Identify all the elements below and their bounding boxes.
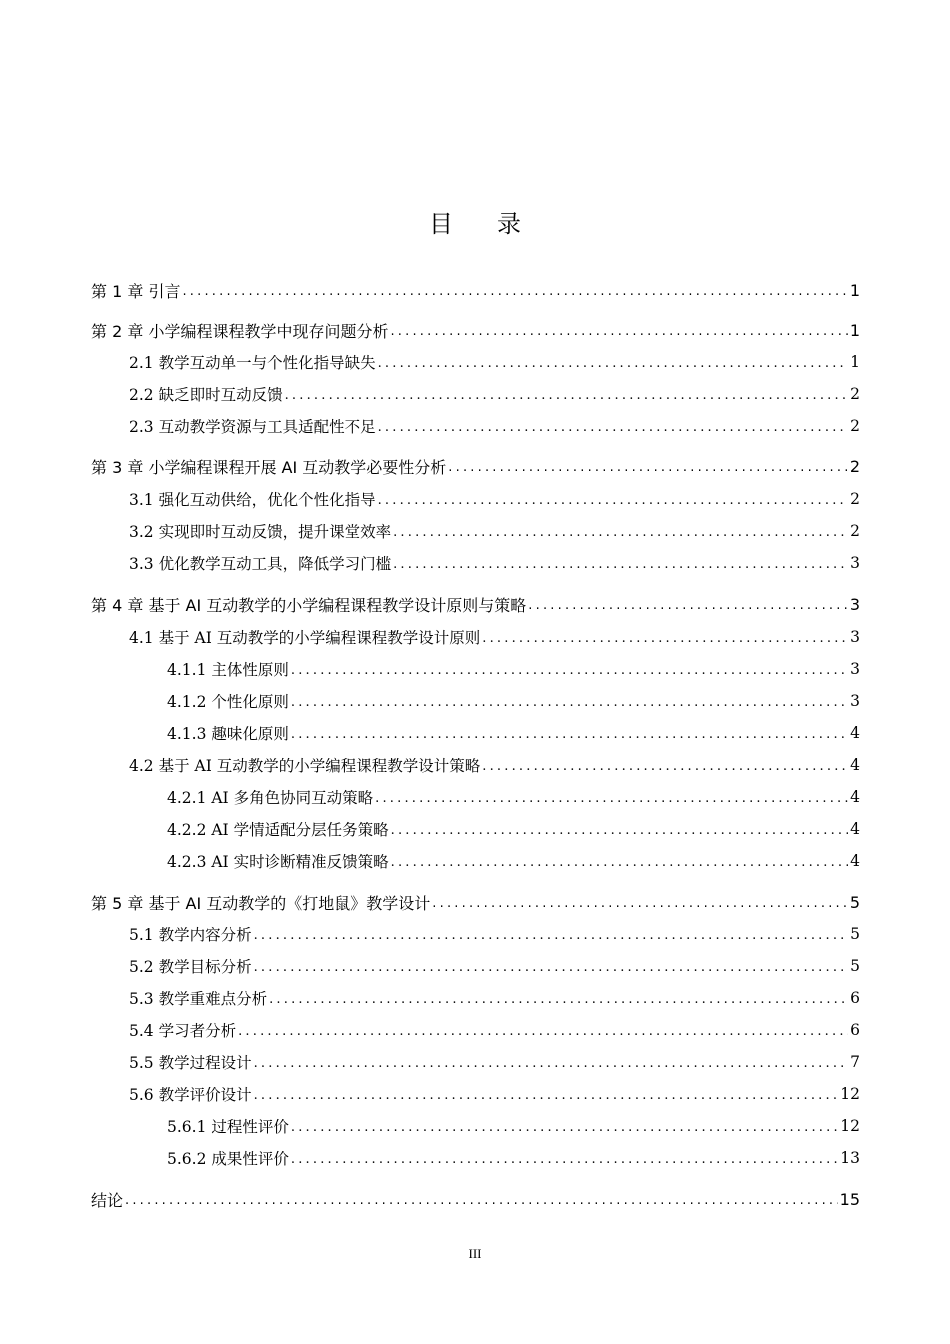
- toc-entry-page: 4: [850, 724, 860, 742]
- toc-chapter-entry[interactable]: [91, 453, 860, 479]
- toc-entry-label: 5.3 教学重难点分析: [129, 990, 268, 1008]
- toc-entry-page: 13: [840, 1149, 860, 1167]
- toc-title-char-2: 录: [497, 210, 521, 238]
- toc-entry-label: 第 2 章 小学编程课程教学中现存问题分析: [91, 321, 389, 341]
- toc-entry-page: 3: [850, 660, 860, 678]
- toc-entry-page: 3: [850, 692, 860, 710]
- toc-entry-label: 4.1.3 趣味化原则: [167, 725, 289, 743]
- toc-subsection-entry[interactable]: [167, 1113, 860, 1139]
- toc-entry-label: 5.4 学习者分析: [129, 1022, 237, 1040]
- toc-section-entry[interactable]: [129, 381, 860, 407]
- toc-entry-label: 5.6.1 过程性评价: [167, 1118, 289, 1136]
- toc-subsection-entry[interactable]: [167, 1145, 860, 1171]
- toc-chapter-entry[interactable]: [91, 277, 860, 303]
- toc-entry-page: 12: [840, 1117, 860, 1135]
- toc-entry-label: 5.5 教学过程设计: [129, 1054, 252, 1072]
- toc-dot-leader: [393, 518, 848, 544]
- toc-dot-leader: [291, 1145, 838, 1171]
- toc-entry-page: 4: [850, 756, 860, 774]
- toc-dot-leader: [254, 921, 849, 947]
- toc-subsection-entry[interactable]: [167, 816, 860, 842]
- toc-entry-page: 4: [850, 788, 860, 806]
- toc-dot-leader: [378, 349, 849, 375]
- toc-entry-page: 2: [850, 417, 860, 435]
- toc-dot-leader: [182, 277, 847, 303]
- toc-entry-page: 2: [849, 456, 860, 476]
- toc-section-entry[interactable]: [129, 486, 860, 512]
- toc-entry-page: 4: [850, 820, 860, 838]
- toc-entry-label: 3.2 实现即时互动反馈，提升课堂效率: [129, 523, 392, 541]
- toc-chapter-entry[interactable]: [91, 317, 860, 343]
- toc-entry-page: 3: [850, 628, 860, 646]
- toc-entry-label: 结论: [91, 1190, 124, 1210]
- toc-entry-label: 2.3 互动教学资源与工具适配性不足: [129, 418, 376, 436]
- toc-chapter-entry[interactable]: [91, 1186, 860, 1212]
- toc-entry-page: 5: [850, 957, 860, 975]
- toc-dot-leader: [269, 985, 848, 1011]
- toc-subsection-entry[interactable]: [167, 688, 860, 714]
- toc-dot-leader: [391, 848, 849, 874]
- toc-section-entry[interactable]: [129, 953, 860, 979]
- toc-dot-leader: [291, 720, 848, 746]
- toc-section-entry[interactable]: [129, 624, 860, 650]
- toc-dot-leader: [482, 624, 848, 650]
- toc-entry-label: 第 1 章 引言: [91, 281, 181, 301]
- toc-entry-page: 6: [850, 989, 860, 1007]
- toc-entry-label: 4.1 基于 AI 互动教学的小学编程课程教学设计原则: [129, 629, 481, 647]
- toc-entry-label: 4.2.2 AI 学情适配分层任务策略: [167, 821, 389, 839]
- page-number: III: [468, 1246, 482, 1261]
- toc-dot-leader: [482, 752, 848, 778]
- toc-dot-leader: [393, 550, 848, 576]
- toc-entry-label: 2.2 缺乏即时互动反馈: [129, 386, 283, 404]
- toc-entry-label: 5.6.2 成果性评价: [167, 1150, 289, 1168]
- toc-entry-label: 4.2 基于 AI 互动教学的小学编程课程教学设计策略: [129, 757, 481, 775]
- toc-subsection-entry[interactable]: [167, 656, 860, 682]
- toc-entry-page: 2: [850, 385, 860, 403]
- toc-dot-leader: [291, 688, 848, 714]
- toc-entry-label: 第 3 章 小学编程课程开展 AI 互动教学必要性分析: [91, 457, 447, 477]
- toc-dot-leader: [254, 1081, 839, 1107]
- toc-dot-leader: [254, 953, 849, 979]
- toc-subsection-entry[interactable]: [167, 848, 860, 874]
- toc-entry-label: 5.6 教学评价设计: [129, 1086, 252, 1104]
- toc-dot-leader: [291, 1113, 838, 1139]
- toc-entry-page: 15: [839, 1189, 860, 1209]
- toc-entry-label: 4.1.1 主体性原则: [167, 661, 289, 679]
- toc-subsection-entry[interactable]: [167, 784, 860, 810]
- toc-dot-leader: [291, 656, 848, 682]
- toc-chapter-entry[interactable]: [91, 889, 860, 915]
- toc-subsection-entry[interactable]: [167, 720, 860, 746]
- toc-dot-leader: [254, 1049, 849, 1075]
- toc-entry-page: 3: [850, 554, 860, 572]
- toc-entry-page: 2: [850, 490, 860, 508]
- toc-section-entry[interactable]: [129, 518, 860, 544]
- toc-chapter-entry[interactable]: [91, 591, 860, 617]
- toc-entry-label: 第 5 章 基于 AI 互动教学的《打地鼠》教学设计: [91, 893, 431, 913]
- toc-entry-page: 5: [849, 892, 860, 912]
- toc-entry-label: 2.1 教学互动单一与个性化指导缺失: [129, 354, 376, 372]
- toc-entry-page: 7: [850, 1053, 860, 1071]
- toc-entry-label: 5.1 教学内容分析: [129, 926, 252, 944]
- toc-entry-page: 2: [850, 522, 860, 540]
- toc-dot-leader: [125, 1186, 838, 1212]
- toc-dot-leader: [375, 784, 848, 810]
- toc-dot-leader: [432, 889, 848, 915]
- toc-section-entry[interactable]: [129, 1081, 860, 1107]
- toc-entry-label: 4.2.3 AI 实时诊断精准反馈策略: [167, 853, 389, 871]
- toc-entry-page: 1: [849, 320, 860, 340]
- toc-dot-leader: [238, 1017, 848, 1043]
- toc-title-char-1: 目: [429, 210, 453, 238]
- toc-dot-leader: [285, 381, 849, 407]
- toc-entry-page: 1: [850, 353, 860, 371]
- toc-entry-page: 12: [840, 1085, 860, 1103]
- toc-entry-label: 3.1 强化互动供给，优化个性化指导: [129, 491, 376, 509]
- toc-entry-label: 4.1.2 个性化原则: [167, 693, 289, 711]
- toc-section-entry[interactable]: [129, 1017, 860, 1043]
- toc-entry-label: 4.2.1 AI 多角色协同互动策略: [167, 789, 374, 807]
- toc-entry-page: 1: [849, 280, 860, 300]
- toc-section-entry[interactable]: [129, 413, 860, 439]
- toc-dot-leader: [448, 453, 848, 479]
- toc-entry-page: 5: [850, 925, 860, 943]
- toc-entry-label: 5.2 教学目标分析: [129, 958, 252, 976]
- toc-entry-page: 6: [850, 1021, 860, 1039]
- toc-section-entry[interactable]: [129, 985, 860, 1011]
- toc-dot-leader: [390, 317, 847, 343]
- toc-section-entry[interactable]: [129, 349, 860, 375]
- toc-section-entry[interactable]: [129, 550, 860, 576]
- toc-section-entry[interactable]: [129, 752, 860, 778]
- toc-section-entry[interactable]: [129, 1049, 860, 1075]
- toc-entry-label: 第 4 章 基于 AI 互动教学的小学编程课程教学设计原则与策略: [91, 595, 527, 615]
- toc-dot-leader: [378, 413, 849, 439]
- toc-entry-page: 4: [850, 852, 860, 870]
- toc-dot-leader: [528, 591, 848, 617]
- toc-dot-leader: [378, 486, 849, 512]
- toc-entry-label: 3.3 优化教学互动工具，降低学习门槛: [129, 555, 392, 573]
- toc-dot-leader: [391, 816, 849, 842]
- toc-entry-page: 3: [849, 594, 860, 614]
- toc-section-entry[interactable]: [129, 921, 860, 947]
